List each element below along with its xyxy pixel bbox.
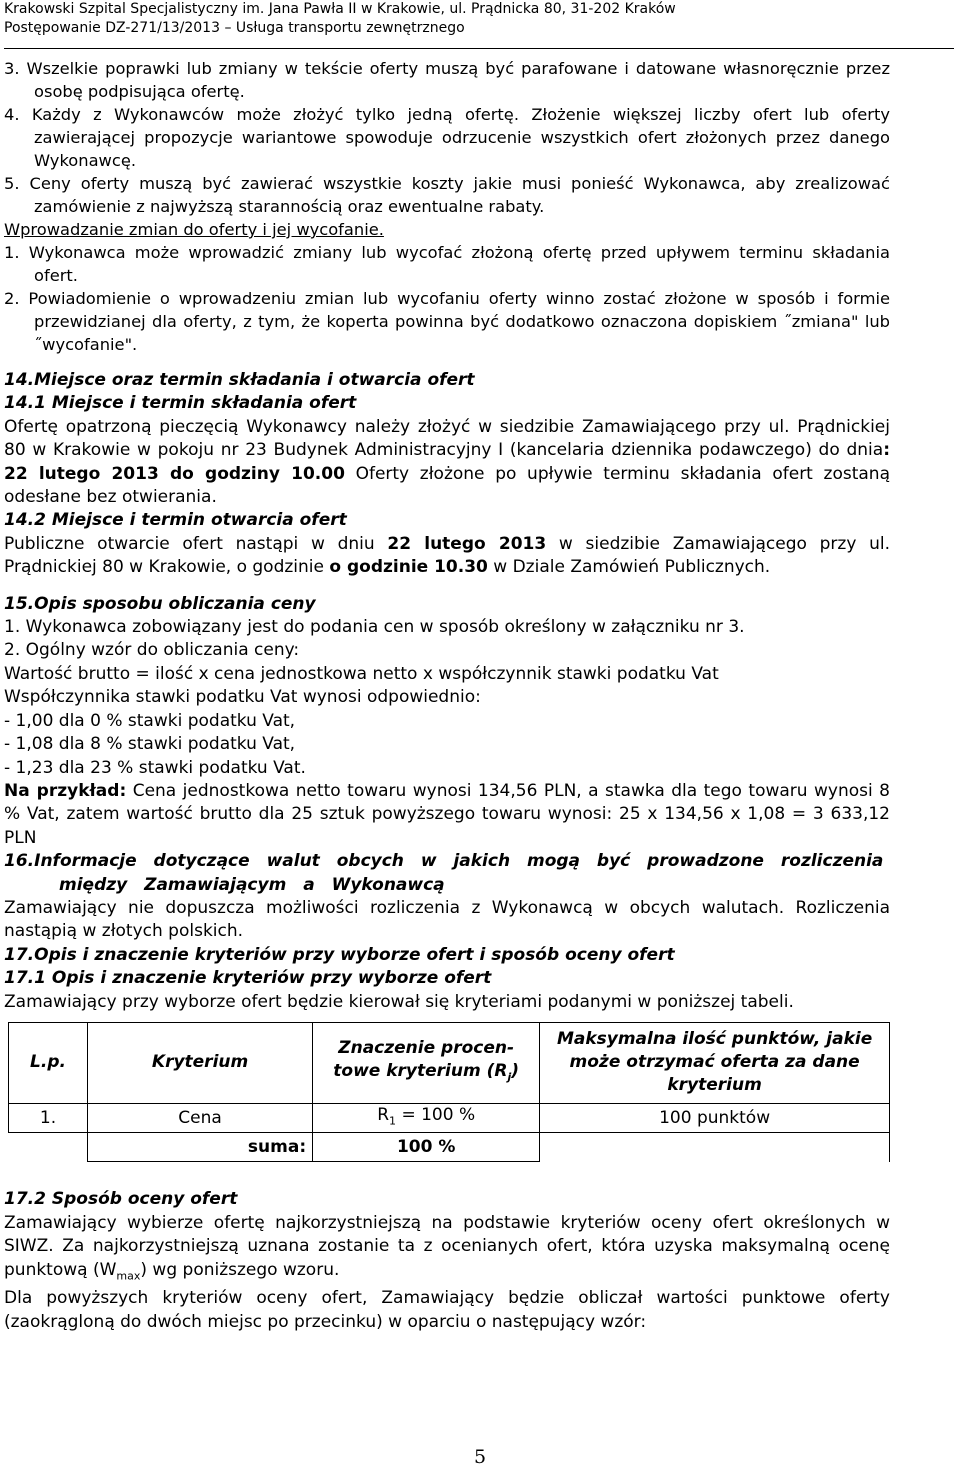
section-17-heading: 17.Opis i znaczenie kryteriów przy wyborze ofert i sposób oceny ofert [4, 944, 675, 965]
vat-rate-0: - 1,00 dla 0 % stawki podatku Vat, [4, 710, 296, 731]
section-17-2-heading: 17.2 Sposób oceny ofert [4, 1189, 238, 1210]
document-body [4, 57, 890, 1334]
page-number: 5 [473, 1446, 487, 1468]
page-header [4, 0, 954, 38]
table-sum-row [9, 1133, 890, 1162]
table-row [9, 1103, 890, 1132]
section-17-1-heading: 17.1 Opis i znaczenie kryteriów przy wyborze ofert [4, 968, 492, 989]
cell-weight: $R_1 = 100$ % [313, 1103, 540, 1132]
section-15-line-4: Współczynnika stawki podatku Vat wynosi odpowiednio: [4, 687, 481, 708]
section-15-heading: 15.Opis sposobu obliczania ceny [4, 593, 316, 614]
cell-criterion: Cena [87, 1103, 312, 1132]
cell-max-points: 100 punktów [540, 1103, 890, 1132]
vat-rate-23: - 1,23 dla 23 % stawki podatku Vat. [4, 757, 306, 778]
section-16-heading: 16.Informacje dotyczące walut obcych w jakich mogą być prowadzone rozliczenia między Zamawiającym a Wykonawcą [4, 851, 884, 895]
header-line-1: Krakowski Szpital Specjalistyczny im. Jana Pawła II w Krakowie, ul. Prądnicka 80, 31-202 Kraków [4, 1, 676, 17]
section-15-formula: Wartość brutto = ilość x cena jednostkowa netto x współczynnik stawki podatku Vat [4, 663, 719, 684]
col-header-criterion: Kryterium [87, 1022, 312, 1103]
section-15-example: Na przykład: Cena jednostkowa netto towaru wynosi 134,56 PLN, a stawka dla tego towaru wynosi 8 % Vat, zatem wartość brutto dla 25 sztuk powyższego towaru wynosi: 25 x 134,56 x 1,08 = 3 633,12 PLN [4, 780, 890, 848]
section-14-1-heading: 14.1 Miejsce i termin składania ofert [4, 393, 357, 414]
section-17-2-text: Zamawiający wybierze ofertę najkorzystniejszą na podstawie kryteriów oceny ofert określonych w SIWZ. Za najkorzystniejszą uznana zostanie ta z ocenianych ofert, która uzyska maksymalną ocenę punktową $(W_{max})$ wg poniższego wzoru. [4, 1212, 890, 1282]
section-17-2-formula-intro: Dla powyższych kryteriów oceny ofert, Zamawiający będzie obliczał wartości punktowe oferty (zaokrągloną do dwóch miejsc po przecinku) w oparciu o następujący wzór: [4, 1288, 890, 1332]
sum-value: 100 % [313, 1133, 540, 1162]
changes-item-1: 1. Wykonawca może wprowadzić zmiany lub wycofać złożoną ofertę przed upływem terminu składania ofert. [4, 243, 890, 285]
rule-item-4: 4. Każdy z Wykonawców może złożyć tylko jedną ofertę. Złożenie większej liczby ofert lub oferty zawierającej propozycje wariantowe spowoduje odrzucenie wszystkich ofert złożonych przez danego Wykonawcę. [4, 105, 890, 170]
rule-item-5: 5. Ceny oferty muszą być zawierać wszystkie koszty jakie musi ponieść Wykonawca, aby zrealizować zamówienie z najwyższą starannością oraz ewentualne rabaty. [4, 174, 890, 216]
col-header-weight: Znaczenie procen-towe kryterium $(R_j)$ [313, 1022, 540, 1103]
section-14-heading: 14.Miejsce oraz termin składania i otwarcia ofert [4, 370, 475, 390]
section-14-1-text: Ofertę opatrzoną pieczęcią Wykonawcy należy złożyć w siedzibie Zamawiającego przy ul. Prądnickiej 80 w Krakowie w pokoju nr 23 Budynek Administracyjny I (kancelaria dziennika podawczego) do dnia: 22 lutego 2013 do godziny 10.00 Oferty złożone po upływie terminu składania ofert zostaną odesłane bez otwierania. [4, 416, 890, 508]
sum-label: suma: [87, 1133, 312, 1162]
col-header-max-points: Maksymalna ilość punktów, jakie może otrzymać oferta za dane kryterium [540, 1022, 890, 1103]
vat-rate-8: - 1,08 dla 8 % stawki podatku Vat, [4, 734, 296, 755]
section-16-text: Zamawiający nie dopuszcza możliwości rozliczenia z Wykonawcą w obcych walutach. Rozliczenia nastąpią w złotych polskich. [4, 897, 890, 942]
section-14-2-heading: 14.2 Miejsce i termin otwarcia ofert [4, 510, 347, 531]
criteria-table [8, 1022, 890, 1162]
cell-lp: 1. [9, 1103, 88, 1132]
section-15-line-2: 2. Ogólny wzór do obliczania ceny: [4, 640, 300, 661]
header-line-2: Postępowanie DZ-271/13/2013 – Usługa transportu zewnętrznego [4, 20, 465, 36]
section-14-2-text: Publiczne otwarcie ofert nastąpi w dniu 22 lutego 2013 w siedzibie Zamawiającego przy ul. Prądnickiej 80 w Krakowie, o godzinie o godzinie 10.30 w Dziale Zamówień Publicznych. [4, 533, 890, 578]
col-header-lp: L.p. [9, 1022, 88, 1103]
changes-heading: Wprowadzanie zmian do oferty i jej wycofanie. [4, 220, 384, 239]
header-divider [4, 48, 954, 49]
rule-item-3: 3. Wszelkie poprawki lub zmiany w tekście oferty muszą być parafowane i datowane własnoręcznie przez osobę podpisująca ofertę. [4, 59, 890, 101]
section-17-1-text: Zamawiający przy wyborze ofert będzie kierował się kryteriami podanymi w poniższej tabeli. [4, 991, 794, 1012]
offer-rules-list [4, 57, 890, 356]
section-15-line-1: 1. Wykonawca zobowiązany jest do podania cen w sposób określony w załączniku nr 3. [4, 617, 745, 638]
criteria-table-header [9, 1022, 890, 1103]
changes-item-2: 2. Powiadomienie o wprowadzeniu zmian lub wycofaniu oferty winno zostać złożone w sposób i formie przewidzianej dla oferty, z tym, że koperta powinna być dodatkowo oznaczona dopiskiem ˝zmiana" lub ˝wycofanie". [4, 289, 890, 354]
